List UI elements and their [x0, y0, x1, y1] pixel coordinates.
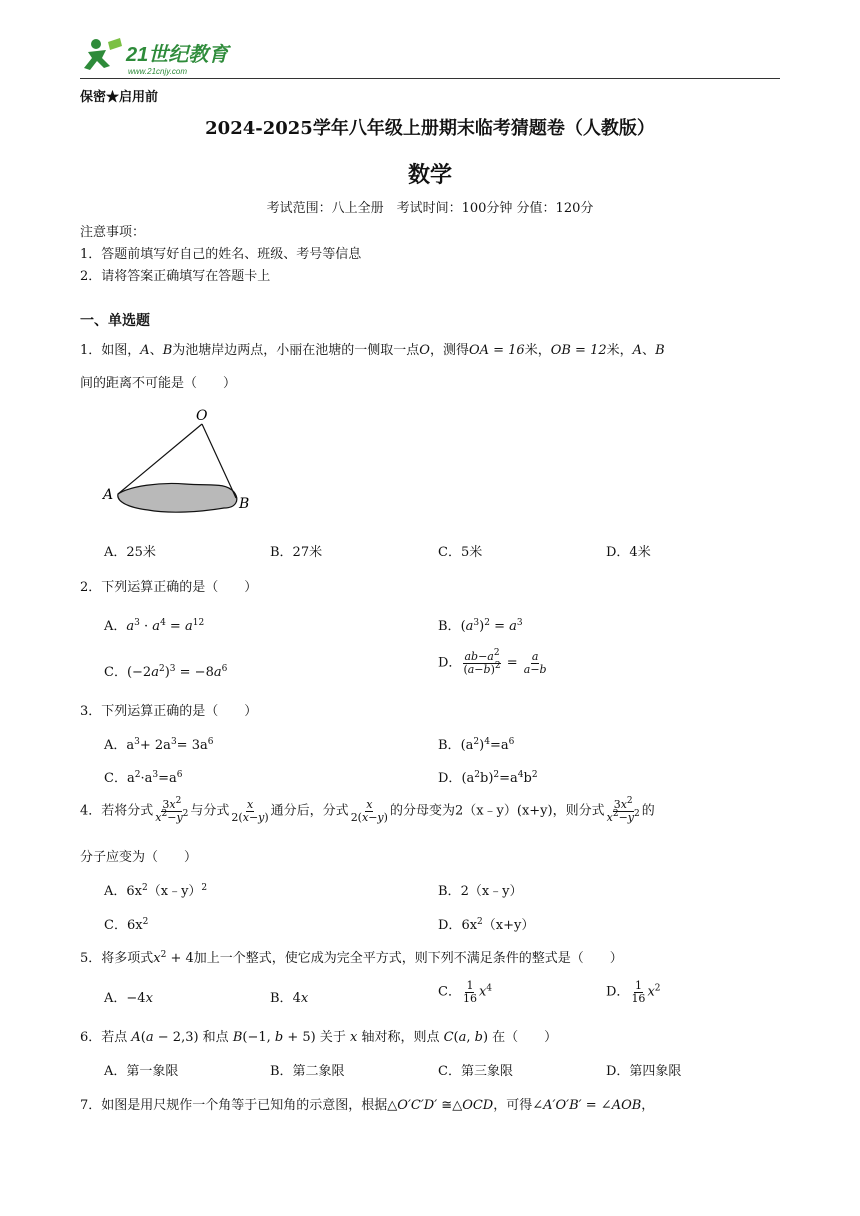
q3-option-c[interactable]: C．$a^2\cdot a^3=a^6$	[104, 770, 183, 786]
question-6-stem: 6．若点 A(a − 2,3) 和点 B(−1, b + 5) 关于 x 轴对称，则点 C(a, b) 在（ ）	[80, 1030, 558, 1045]
q1-option-c[interactable]: C．5米	[438, 545, 483, 560]
question-3-stem: 3．下列运算正确的是（ ）	[80, 704, 258, 719]
q4-option-b[interactable]: B．2（x﹣y）	[438, 884, 523, 899]
question-7-stem: 7．如图是用尺规作一个角等于已知角的示意图，根据△O′C′D′ ≅△OCD，可得∠A′O′B′ = ∠AOB，	[80, 1098, 655, 1113]
q2-option-c[interactable]: C．$(-2a^2)^3 = -8a^6$	[104, 664, 228, 680]
label-a: A	[103, 487, 114, 503]
q5-option-d[interactable]: D． $\frac{1}{16}$ $x^2$	[606, 979, 661, 1005]
q2-option-b[interactable]: B．$(a^3)^2 = a^3$	[438, 618, 523, 634]
header-rule	[80, 78, 780, 79]
question-1-line-1: 1．如图，A、B为池塘岸边两点，小丽在池塘的一侧取一点O，测得OA = 16米，OB = 12米，A、B	[80, 343, 665, 358]
q1-option-b[interactable]: B．27米	[270, 545, 323, 560]
question-4-line-2: 分子应变为（ ）	[80, 850, 198, 865]
note-item-1: 1．答题前填写好自己的姓名、班级、考号等信息	[80, 247, 362, 262]
section-heading: 一、单选题	[80, 313, 150, 329]
label-b: B	[239, 496, 250, 512]
question-4-line-1: 4．若将分式 $\frac{3x^2}{x^2-y^2}$ 与分式 $\frac{x}{2(x-y)}$ 通分后，分式 $\frac{x}{2(x-y)}$ 的分母变为2（x﹣y）(x+y)，则分式 $\frac{3x^2}{x^2-y^2}$ 的	[80, 796, 655, 824]
q4-option-c[interactable]: C．$6x^2$	[104, 917, 149, 933]
q1-option-a[interactable]: A．25米	[104, 545, 156, 560]
q5-option-a[interactable]: A．−4x	[104, 991, 153, 1006]
note-item-2: 2．请将答案正确填写在答题卡上	[80, 269, 271, 284]
logo-url: www.21cnjy.com	[128, 67, 187, 76]
pond-figure	[100, 402, 260, 522]
secret-label: 保密★启用前	[80, 90, 159, 105]
q3-option-d[interactable]: D．$(a^2b)^2=a^4b^2$	[438, 770, 538, 786]
q2-option-d[interactable]: D． $\frac{ab-a^2}{(a-b)^2}$ = $\frac{a}{a-b}$	[438, 648, 547, 676]
notes-heading: 注意事项：	[80, 225, 146, 240]
logo-graphic	[80, 34, 240, 78]
q5-option-b[interactable]: B．4x	[270, 991, 309, 1006]
q1-option-d[interactable]: D．4米	[606, 545, 651, 560]
pond-shape	[118, 483, 237, 512]
exam-title: 2024-2025学年八年级上册期末临考猜题卷（人教版）	[205, 118, 655, 139]
exam-scope: 考试范围：八上全册 考试时间：100分钟 分值：120分	[266, 201, 594, 216]
question-1-line-2: 间的距离不可能是（ ）	[80, 376, 237, 391]
question-2-stem: 2．下列运算正确的是（ ）	[80, 580, 258, 595]
logo	[80, 34, 240, 78]
q4-option-a[interactable]: A．$6x^2(x﹣y)^2$	[104, 883, 208, 899]
q3-option-b[interactable]: B．$(a^2)^4=a^6$	[438, 737, 515, 753]
q6-option-d[interactable]: D．第四象限	[606, 1064, 682, 1079]
exam-subject: 数学	[407, 162, 452, 188]
q6-option-c[interactable]: C．第三象限	[438, 1064, 513, 1079]
q4-option-d[interactable]: D．$6x^2(x+y)$	[438, 917, 535, 933]
q6-option-a[interactable]: A．第一象限	[104, 1064, 179, 1079]
label-o: O	[196, 408, 208, 424]
q6-option-b[interactable]: B．第二象限	[270, 1064, 345, 1079]
q2-option-a[interactable]: A．$a^3 \cdot a^4 = a^{12}$	[104, 618, 205, 634]
q3-option-a[interactable]: A．$a^3+ 2a^3= 3a^6$	[104, 737, 214, 753]
question-5-stem: 5．将多项式$x^2 + 4$加上一个整式，使它成为完全平方式，则下列不满足条件的整式是（ ）	[80, 950, 623, 966]
logo-text: 21世纪教育	[126, 44, 229, 66]
q5-option-c[interactable]: C． $\frac{1}{16}$ $x^4$	[438, 979, 493, 1005]
